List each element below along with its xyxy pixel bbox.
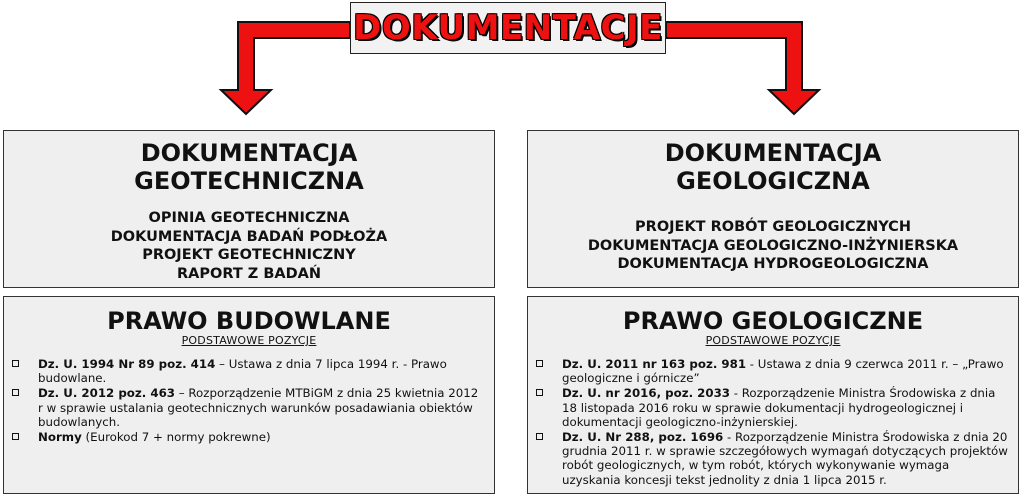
law-list-item xyxy=(12,430,486,444)
law-description: (Eurokod 7 + normy pokrewne) xyxy=(81,430,271,445)
law-list-item xyxy=(536,386,1010,429)
geotech-heading-line2: GEOTECHNICZNA xyxy=(134,167,364,195)
law-list-item xyxy=(536,357,1010,385)
law-list-item xyxy=(12,357,486,385)
law-reference: Dz. U. 2012 poz. 463 xyxy=(38,386,175,401)
geolog-item: DOKUMENTACJA GEOLOGICZNO-INŻYNIERSKA xyxy=(587,237,959,254)
construction-law-list xyxy=(12,357,486,444)
law-list-item xyxy=(536,430,1010,487)
law-description: - Ustawa z dnia 9 czerwca 2011 r. – „Prawo geologiczne i górnicze” xyxy=(562,357,1004,386)
geological-law-list xyxy=(536,357,1010,487)
construction-law-subtitle: PODSTAWOWE POZYCJE xyxy=(181,334,317,347)
geotech-items xyxy=(4,209,494,283)
right-arrow xyxy=(666,22,819,114)
law-reference: Dz. U. 1994 Nr 89 poz. 414 xyxy=(38,357,216,371)
geotech-heading-line1: DOKUMENTACJA xyxy=(140,139,358,167)
construction-law-title: PRAWO BUDOWLANE xyxy=(107,307,391,335)
geolog-heading-line1: DOKUMENTACJA xyxy=(664,139,882,167)
title-box xyxy=(350,2,666,54)
geotech-item: RAPORT Z BADAŃ xyxy=(176,265,322,282)
construction-law-box xyxy=(3,296,495,494)
law-description: - Rozporządzenie Ministra Środowiska z dnia 18 listopada 2016 roku w sprawie dokumentacji hydrogeologicznej i dokumentacji geologiczno-inżynierskiej. xyxy=(562,386,996,429)
geological-law-subtitle: PODSTAWOWE POZYCJE xyxy=(705,334,841,347)
checkbox-bullet-icon xyxy=(536,360,543,367)
law-description: - Rozporządzenie Ministra Środowiska z dnia 20 grudnia 2011 r. w sprawie szczegółowych wymagań dotyczących projektów robót geologicznych, w tym robót, których wykonywanie wymaga uzyskania koncesji tekst jednolity z dnia 1 lipca 2015 r. xyxy=(562,430,1008,487)
page-title: DOKUMENTACJE xyxy=(353,8,663,48)
geological-law-box xyxy=(527,296,1019,494)
law-reference: Normy xyxy=(38,430,82,445)
geological-law-title: PRAWO GEOLOGICZNE xyxy=(622,307,924,335)
law-description: – Rozporządzenie MTBiGM z dnia 25 kwietnia 2012 r w sprawie ustalania geotechnicznych warunków posadawiania obiektów budowlanych. xyxy=(38,386,479,429)
geolog-heading-line2: GEOLOGICZNA xyxy=(676,167,870,195)
geolog-item: DOKUMENTACJA HYDROGEOLOGICZNA xyxy=(617,256,929,272)
left-arrow xyxy=(221,22,350,114)
law-list-item xyxy=(12,386,486,429)
geotechnical-documentation-box xyxy=(3,130,495,288)
law-description: – Ustawa z dnia 7 lipca 1994 r. - Prawo budowlane. xyxy=(38,357,447,386)
law-reference: Dz. U. nr 2016, poz. 2033 xyxy=(562,386,730,401)
checkbox-bullet-icon xyxy=(12,433,19,440)
geological-documentation-box xyxy=(527,130,1019,288)
checkbox-bullet-icon xyxy=(12,389,19,396)
geotech-item: PROJEKT GEOTECHNICZNY xyxy=(142,247,356,263)
geolog-item: PROJEKT ROBÓT GEOLOGICZNYCH xyxy=(635,219,911,235)
law-reference: Dz. U. 2011 nr 163 poz. 981 xyxy=(562,357,747,371)
checkbox-bullet-icon xyxy=(12,360,19,367)
law-reference: Dz. U. Nr 288, poz. 1696 xyxy=(562,430,724,445)
geolog-items xyxy=(528,218,1018,274)
checkbox-bullet-icon xyxy=(536,433,543,440)
geotech-item: DOKUMENTACJA BADAŃ PODŁOŻA xyxy=(110,228,388,245)
geotech-item: OPINIA GEOTECHNICZNA xyxy=(148,210,350,226)
checkbox-bullet-icon xyxy=(536,389,543,396)
